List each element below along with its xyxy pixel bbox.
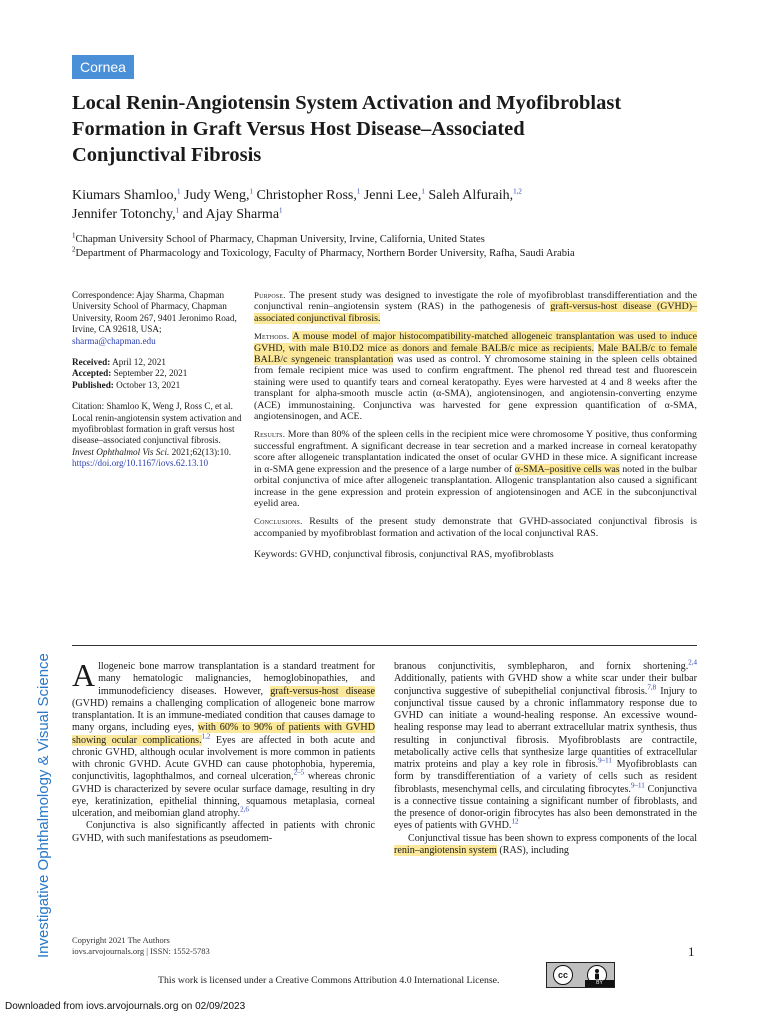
keywords: Keywords: GVHD, conjunctival fibrosis, conjunctival RAS, myofibroblasts	[254, 549, 554, 561]
dates: Received: April 12, 2021 Accepted: September 22, 2021 Published: October 13, 2021	[72, 357, 188, 390]
affiliations	[72, 233, 712, 260]
correspondence: Correspondence: Ajay Sharma, Chapman University School of Pharmacy, Chapman University, Room 267, 9401 Jeronimo Road, Irvine, CA 92618, USA; sharma@chapman.edu	[72, 290, 237, 346]
affiliation: $^1$Chapman University School of Pharmacy, Chapman University, Irvine, California, United States	[72, 231, 485, 245]
abstract-methods: Methods. A mouse model of major histocompatibility-matched allogeneic transplantation was used to induce GVHD, with male B10.D2 mice as donors and female BALB/c mice as recipients. Male BALB/c to female BALB/c syngeneic transplantation was used as control. Y chromosome staining in the spleen cells obtained from female recipient mice was used to confirm engraftment. The phenol red thread test and fluorescein staining were used to quantify tears and corneal keratopathy. Eyes were harvested at 4 and 8 weeks after the transplant for alpha-smooth muscle actin (α-SMA), angiotensinogen, and angiotensin-converting enzyme (ACE) immunostaining. Conjunctiva was harvested for gene expression quantification of α-SMA, angiotensinogen, and ACE.	[254, 331, 698, 423]
author: Christopher Ross,$^1$	[256, 187, 361, 203]
journal-name-vertical: Investigative Ophthalmology & Visual Science	[35, 653, 52, 958]
body-column-left	[72, 657, 375, 845]
author: Jennifer Totonchy,$^1$	[72, 206, 180, 222]
abstract-purpose: Purpose. The present study was designed to investigate the role of myofibroblast transdifferentiation and the conjunctival renin–angiotensin system (RAS) in the pathogenesis of graft-versus-host disease (GVHD)–associated conjunctival fibrosis.	[254, 290, 698, 324]
body-paragraph: Conjunctiva is also significantly affected in patients with chronic GVHD, with such manifestations as pseudomem-	[72, 820, 375, 844]
body-paragraph: branous conjunctivitis, symblepharon, and fornix shortening.$^{2,4}$ Additionally, patients with GVHD show a white scar under their bulbar conjunctiva suggestive of subepithelial conjunctival fibrosis.$^{7,8}$ Injury to conjunctival tissue caused by a chronic inflammatory response due to GVHD can initiate a wound-healing response. An excessive wound-healing response may lead to aberrant extracellular matrix synthesis, thus resulting in conjunctival fibrosis. Myofibroblasts are contractile, metabolically active cells that synthesize large quantities of extracellular matrix proteins and play a key role in fibrosis.$^{9-11}$ Myofibroblasts can form by transdifferentiation of a variety of cells such as resident fibroblasts, mesenchymal cells, and circulating fibrocytes.$^{9-11}$ Conjunctiva is a connective tissue containing a significant number of fibroblasts, and the presence of donor-origin fibrocytes has also been demonstrated in the eyes of patients with GVHD.$^{12}$	[394, 658, 697, 832]
section-divider	[72, 645, 697, 646]
page-number: 1	[688, 944, 695, 959]
article-title: Local Renin-Angiotensin System Activation and Myofibroblast Formation in Graft Versus Host Disease–Associated Conjunctival Fibrosis	[72, 92, 622, 166]
author: Kiumars Shamloo,$^1$	[72, 187, 181, 203]
download-note: Downloaded from iovs.arvojournals.org on 02/09/2023	[5, 1001, 246, 1012]
author-list	[72, 186, 692, 224]
doi-link[interactable]: https://doi.org/10.1167/iovs.62.13.10	[72, 458, 209, 469]
license-text: This work is licensed under a Creative Commons Attribution 4.0 International License.	[158, 975, 500, 986]
copyright-block	[72, 935, 210, 957]
affiliation: $^2$Department of Pharmacology and Toxicology, Faculty of Pharmacy, Northern Border University, Rafha, Saudi Arabia	[72, 244, 575, 259]
body-paragraph: Allogeneic bone marrow transplantation is a standard treatment for many hematologic malignancies, hemoglobinopathies, and immunodeficiency diseases. However, graft-versus-host disease (GVHD) remains a challenging complication of allogeneic bone marrow transplantation. It is an immune-mediated condition that causes damage to many organs, including eyes, with 60% to 90% of patients with GVHD showing ocular complications.$^{1,2}$ Eyes are affected in both acute and chronic GVHD, although ocular involvement is more common in patients with chronic GVHD. Acute GVHD can cause photophobia, hyperemia, conjunctivitis, lagophthalmos, and corneal ulceration,$^{2-5}$ whereas chronic GVHD is characterized by severe ocular surface damage, resulting in dry eye, keratinization, epithelial thinning, squamous metaplasia, corneal ulceration, and meibomian gland atrophy.$^{2,6}$	[72, 657, 375, 819]
body-column-right	[394, 658, 697, 857]
abstract-results: Results. More than 80% of the spleen cells in the recipient mice were chromosome Y positive, thus conforming successful engraftment. A significant decrease in tear secretion and a marked increase in corneal keratopathy score after allogeneic transplantation indicated the onset of ocular GVHD in these mice. A significant increase in α-SMA gene expression and the presence of a large number of α-SMA–positive cells was noted in the bulbar orbital conjunctiva of mice after allogeneic transplantation. Allogenic transplantation also caused a significant increase in the gene expression and protein expression of angiotensinogen and ACE in the subconjunctival eyelid area.	[254, 429, 697, 509]
citation: Citation: Shamloo K, Weng J, Ross C, et al. Local renin-angiotensin system activation and myofibroblast formation in graft versus host disease–associated conjunctival fibrosis. Invest Ophthalmol Vis Sci. 2021;62(13):10. https://doi.org/10.1167/iovs.62.13.10	[72, 401, 242, 469]
author: Jenni Lee,$^1$	[363, 187, 425, 203]
by-label: BY	[585, 980, 614, 987]
body-paragraph: Conjunctival tissue has been shown to express components of the local renin–angiotensin system (RAS), including	[394, 832, 697, 856]
cc-by-logo[interactable]	[546, 962, 615, 988]
email-link[interactable]: sharma@chapman.edu	[72, 335, 156, 346]
abstract-conclusions: Conclusions. Results of the present study demonstrate that GVHD-associated conjunctival fibrosis is accompanied by myofibroblast formation and activation of the local conjunctival RAS.	[254, 516, 697, 539]
author: Judy Weng,$^1$	[184, 187, 254, 203]
author: and Ajay Sharma$^1$	[182, 206, 283, 222]
section-badge: Cornea	[72, 55, 134, 79]
abstract	[254, 290, 697, 568]
cc-icon: cc	[553, 965, 573, 985]
journal-info: iovs.arvojournals.org | ISSN: 1552-5783	[72, 946, 210, 956]
drop-cap: A	[72, 657, 96, 693]
author: Saleh Alfuraih,$^{1,2}$	[428, 187, 522, 203]
article-sidebar	[72, 290, 244, 480]
copyright: Copyright 2021 The Authors	[72, 935, 170, 945]
